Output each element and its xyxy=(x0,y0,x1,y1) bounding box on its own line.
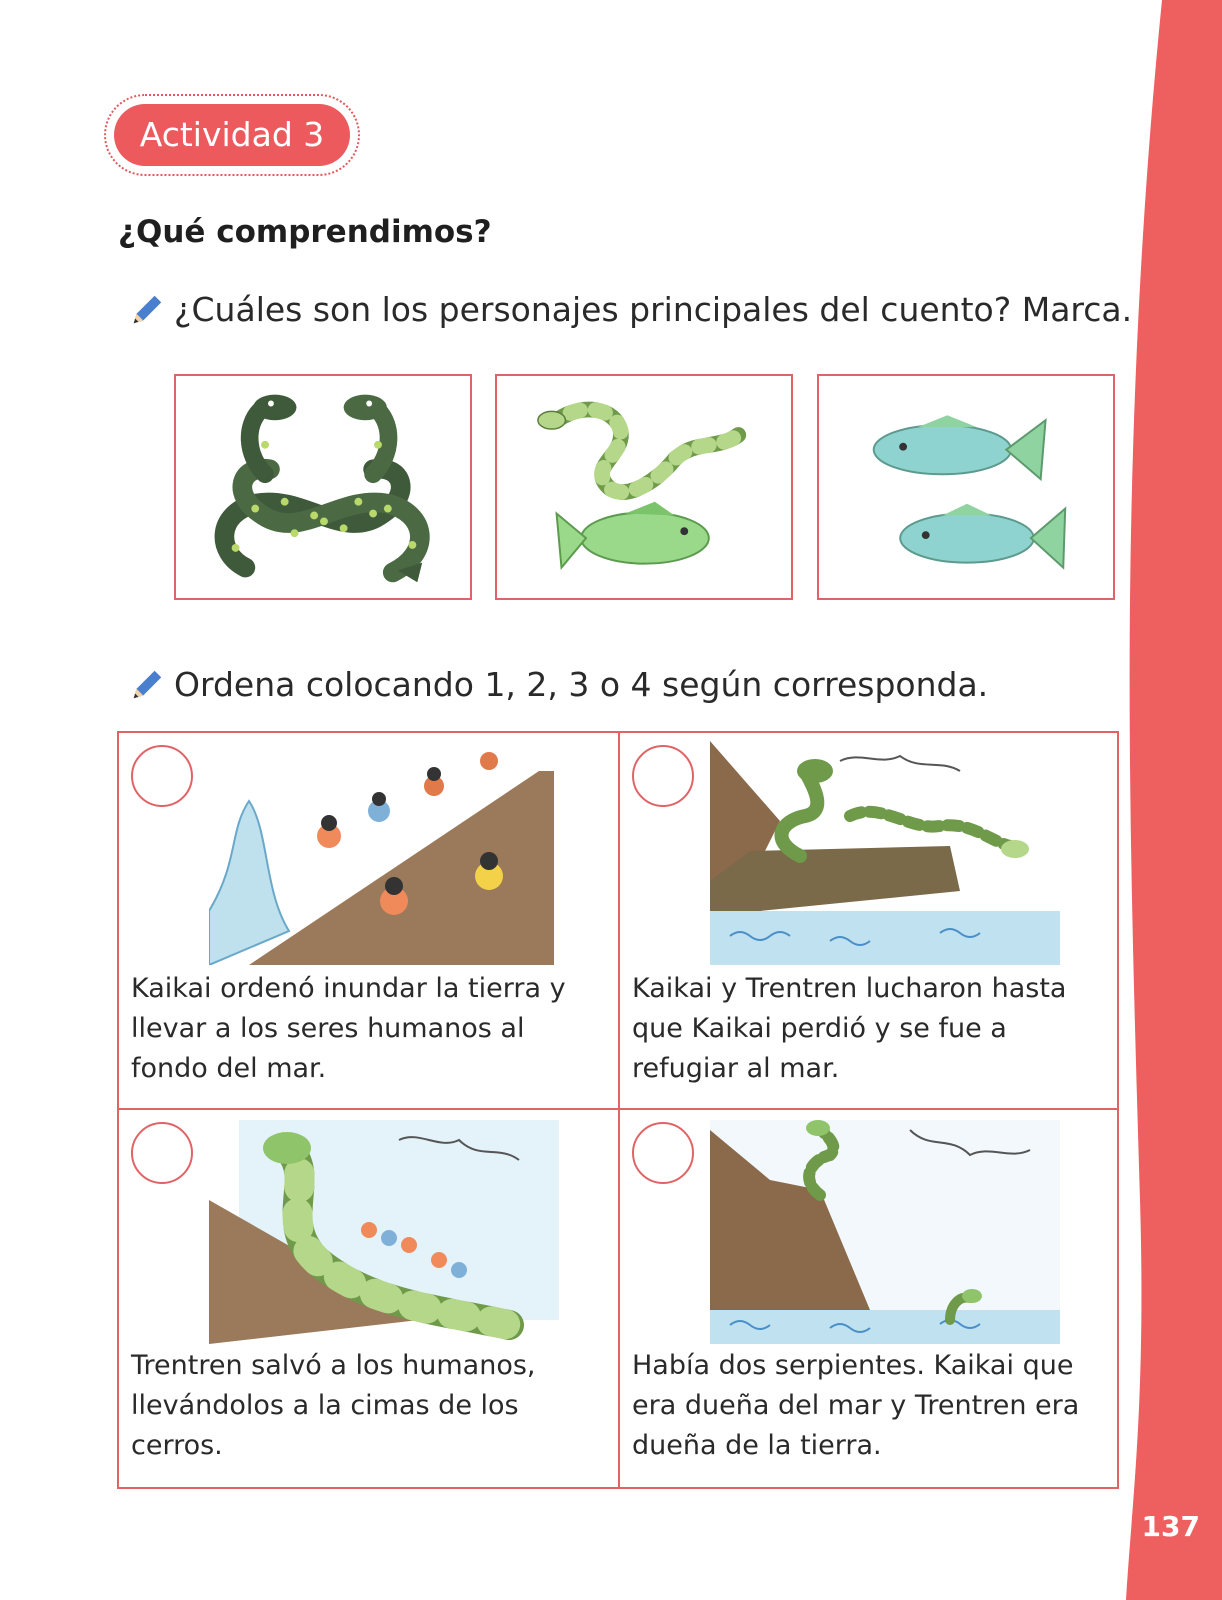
order-number-input[interactable] xyxy=(632,745,694,807)
order-number-input[interactable] xyxy=(632,1122,694,1184)
serpent-fish-illustration xyxy=(497,376,791,598)
order-grid xyxy=(117,731,1119,1489)
page-number: 137 xyxy=(1141,1510,1200,1543)
two-serpents-scene-illustration xyxy=(710,1120,1060,1344)
order-item-serpents xyxy=(620,1110,1117,1487)
order-item-rescue xyxy=(119,1110,620,1487)
fish-illustration xyxy=(819,376,1113,598)
question-characters-text: ¿Cuáles son los personajes principales del cuento? Marca. xyxy=(174,290,1133,329)
order-number-input[interactable] xyxy=(131,745,193,807)
option-card-serpent-fish[interactable] xyxy=(495,374,793,600)
order-item-flood xyxy=(119,733,620,1110)
question-characters xyxy=(128,290,1132,329)
question-order-text: Ordena colocando 1, 2, 3 o 4 según corresponda. xyxy=(174,665,989,704)
pencil-icon xyxy=(128,666,166,704)
order-item-text: Kaikai y Trentren lucharon hasta que Kaikai perdió y se fue a refugiar al mar. xyxy=(632,973,1067,1084)
flood-scene-illustration xyxy=(209,741,559,965)
order-item-text: Había dos serpientes. Kaikai que era dueña del mar y Trentren era dueña de la tierra. xyxy=(632,1350,1080,1461)
pencil-icon xyxy=(128,291,166,329)
rescue-scene-illustration xyxy=(209,1120,559,1344)
activity-label: Actividad 3 xyxy=(114,104,350,166)
option-card-fish[interactable] xyxy=(817,374,1115,600)
option-card-serpents[interactable] xyxy=(174,374,472,600)
activity-badge xyxy=(104,94,360,176)
side-band xyxy=(1122,0,1222,1600)
question-order xyxy=(128,665,988,704)
order-item-text: Kaikai ordenó inundar la tierra y llevar a los seres humanos al fondo del mar. xyxy=(131,973,566,1084)
serpents-illustration xyxy=(176,376,470,598)
order-item-fight xyxy=(620,733,1117,1110)
fight-scene-illustration xyxy=(710,741,1060,965)
order-number-input[interactable] xyxy=(131,1122,193,1184)
section-title: ¿Qué comprendimos? xyxy=(118,214,492,250)
order-item-text: Trentren salvó a los humanos, llevándolos a la cimas de los cerros. xyxy=(131,1350,536,1461)
